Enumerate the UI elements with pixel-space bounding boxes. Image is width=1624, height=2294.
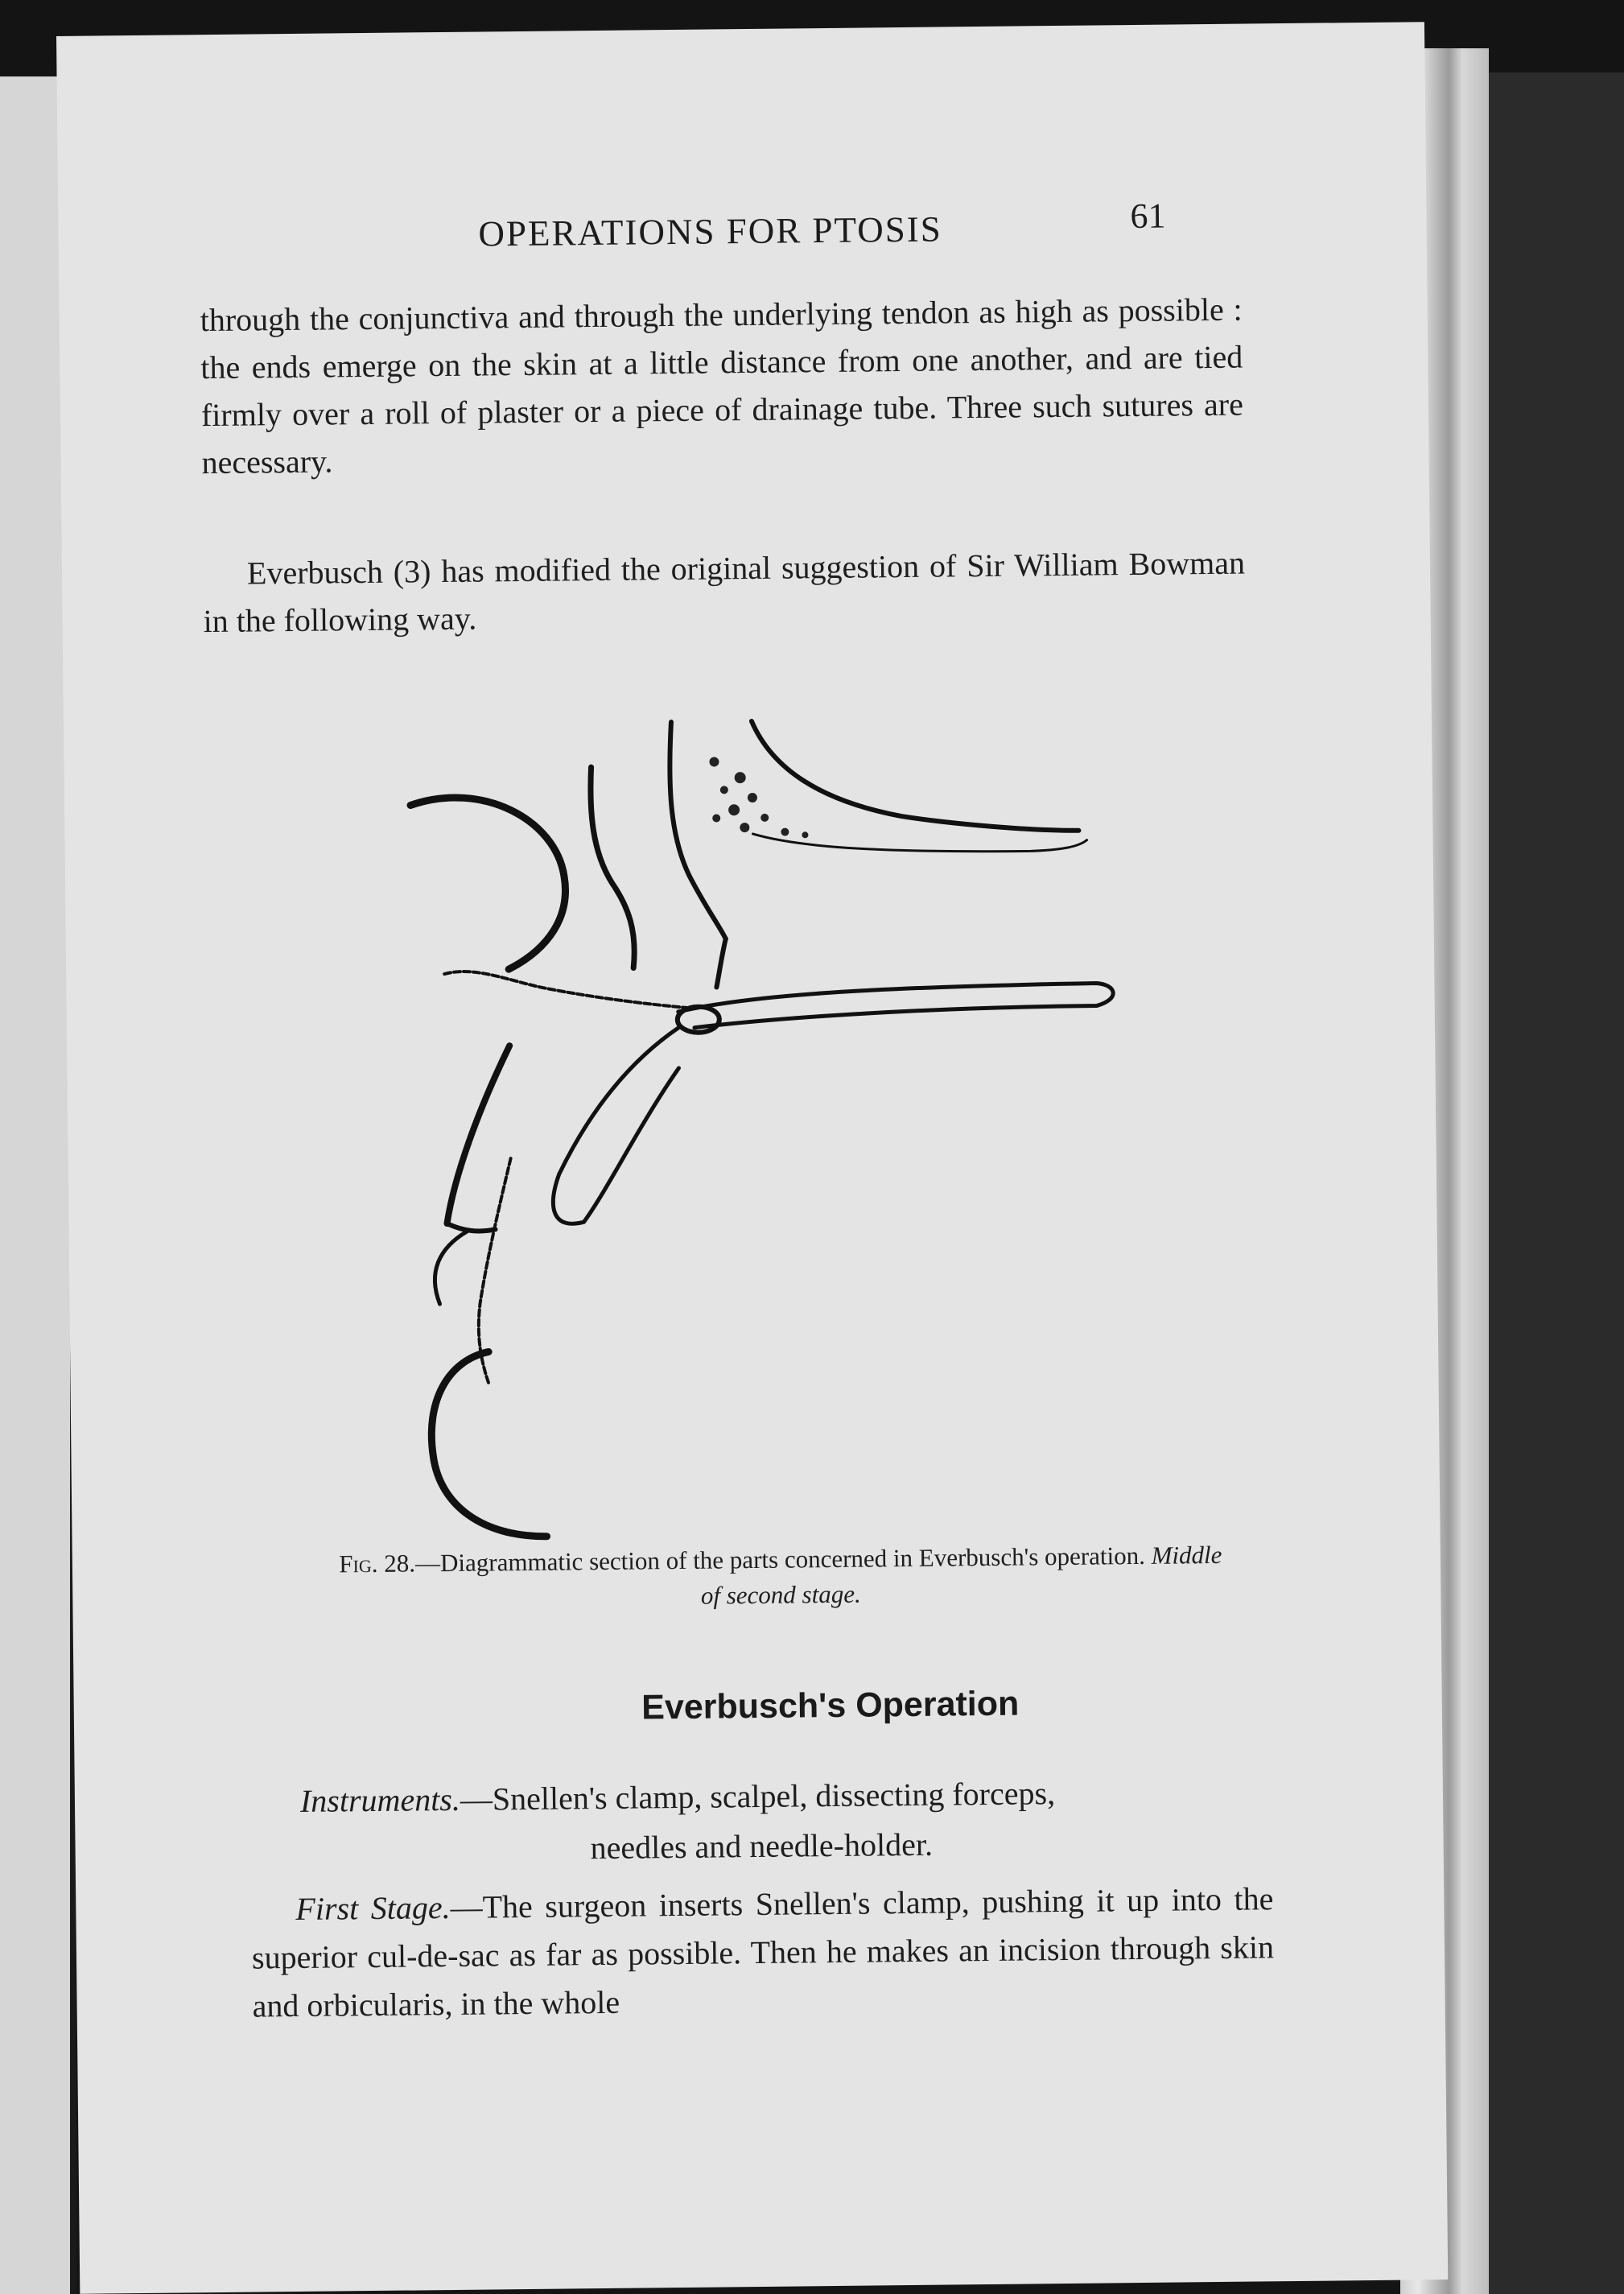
figure-caption: [338, 1537, 1224, 1618]
paragraph-2: Everbusch (3) has modified the original suggestion of Sir William Bowman in the following way.: [203, 544, 1246, 640]
central-stem-right: [716, 939, 727, 987]
instruments-label: Instruments.: [299, 1780, 461, 1819]
first-stage-label: First Stage.: [295, 1889, 451, 1928]
lower-flap-edge: [447, 1223, 495, 1232]
figure-label: Fig. 28.: [339, 1549, 416, 1578]
drainage-tube: [678, 983, 1113, 1028]
instruments-text-line1: —Snellen's clamp, scalpel, dissecting forceps,: [460, 1775, 1056, 1817]
instruments-text-line2: needles and needle-holder.: [590, 1826, 934, 1867]
figure-caption-text: —Diagrammatic section of the parts concerned in Everbusch's operation.: [414, 1541, 1146, 1578]
central-stem-left: [591, 767, 635, 969]
tissue-upper-curve: [752, 718, 1078, 834]
lower-flap-stippled: [551, 1028, 680, 1224]
book-cover: [1489, 72, 1624, 2294]
running-head: OPERATIONS FOR PTOSIS: [478, 208, 942, 254]
needle-upper: [410, 797, 567, 971]
first-stage-paragraph: [251, 1875, 1275, 2030]
suture-thread: [444, 969, 686, 1010]
figure-28-illustration: [385, 685, 1159, 1562]
stipple-dots: [709, 756, 808, 839]
paragraph-1: through the conjunctiva and through the underlying tendon as high as possible : the ends emerge on the skin at a little distance from one another, and are tied firmly over a roll of plaster or a piece of drainage tube. Three such sutures are necessary.: [200, 291, 1244, 481]
instruments-paragraph: [300, 1766, 1267, 1876]
lower-curve: [435, 1232, 468, 1304]
tissue-upper-left-edge: [670, 721, 726, 939]
page-number: 61: [1130, 196, 1166, 237]
first-stage-text: —The surgeon inserts Snellen's clamp, pushing it up into the superior cul-de-sac as far as possible. Then he makes an incision through skin and orbicularis, in the whole: [251, 1880, 1275, 2024]
section-title: Everbusch's Operation: [641, 1684, 1020, 1727]
figure-caption-italic: Middle of second stage.: [700, 1540, 1222, 1610]
book-page: [56, 22, 1448, 2294]
